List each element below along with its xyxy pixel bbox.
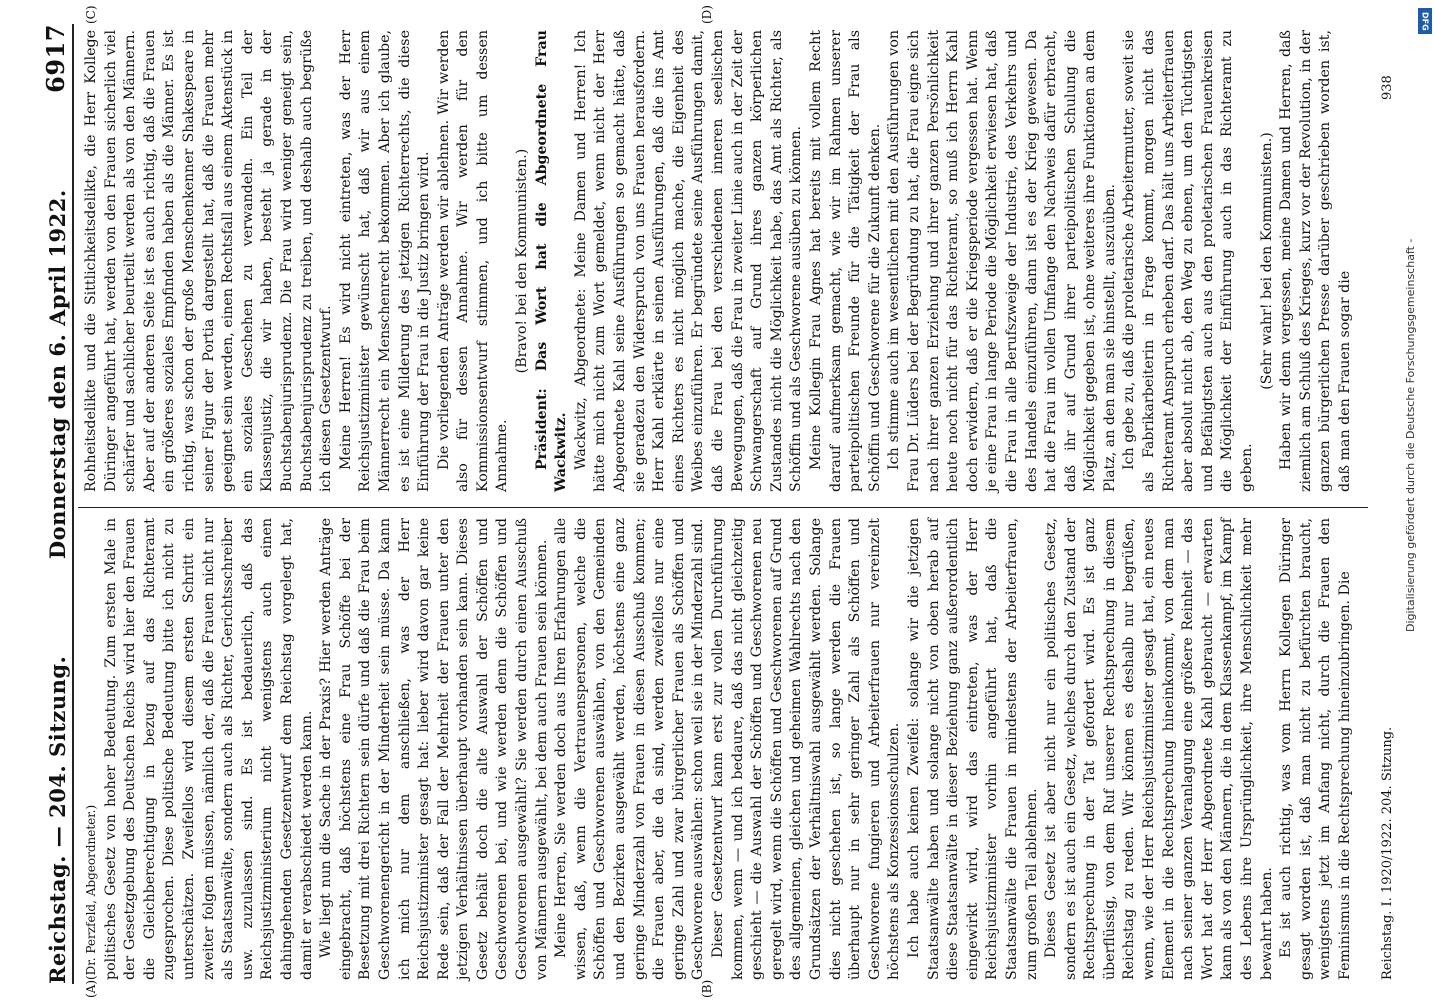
paragraph: Ich stimme auch im wesentlichen mit den Ausführungen von Frau Dr. Lüders bei der Begründung zu hat, die Frau eigne sich nach ihrer ganzen Erziehung und ihrer ganzen Persönlichkeit heute noch nicht für das Richteramt, so muß ich Herrn Kahl doch erwidern, daß er die Kriegsperiode vergessen hat. Wenn je eine Frau in lange Periode die Möglichkeit erwiesen hat, daß die Frau in alle Berufszweige der Industrie, des Verkehrs und des Handels einzuführen, dann ist es der Krieg gewesen. Da hat die Frau im vollen Umfange den Nachweis dafür erbracht, daß ihr auf Grund ihrer parteipolitischen Schulung die Möglichkeit gegeben ist, ohne weiteres ihre Funktionen an dem Platz, an den man sie hinstellt, auszuüben. — [886, 30, 1118, 492]
paragraph: Die vorliegenden Anträge werden wir ablehnen. Wir werden also für dessen Annahme. Wir werden für den Kommissionsentwurf stimmen, und ich bitte um dessen Annahme. — [435, 30, 511, 492]
president-statement: Präsident: Das Wort hat die Abgeordnete Frau Wackwitz. — [533, 30, 570, 492]
paragraph: Dieses Gesetz ist aber nicht nur ein politisches Gesetz, sondern es ist auch ein Gesetz, welches durch den Zustand der Rechtsprechung in der Tat gefordert wird. Es ist ganz überflüssig, von dem Ruf unserer Rechtsprechung in diesem Reichstag zu reden. Wir können es deshalb nur begrüßen, wenn, wie der Herr Reichsjustizminister gesagt hat, ein neues Element in die Rechtsprechung hineinkommt, von dem man nach seiner ganzen Veranlagung eine größere Reinheit — das Wort hat der Herr Abgeordnete Kahl gebraucht — erwarten kann als von den Männern, die in dem Klassenkampf, im Kampf des Lebens ihre Ursprünglichkeit, ihre Menschlichkeit mehr bewahrt haben. — [1043, 518, 1275, 980]
paragraph: Wie liegt nun die Sache in der Praxis? Hier werden Anträge eingebracht, daß höchstens eine Frau Schöffe bei der Besetzung mit drei Richtern sein dürfe und daß die Frau beim Geschworenengericht in der Minderheit sein müsse. Da kann ich mich nur dem anschließen, was der Herr Reichsjustizminister gesagt hat: lieber wird davon gar keine Rede sein, daß der Fall der Mehrheit der Frauen unter den jetzigen Verhältnissen überhaupt vorhanden sein kann. Dieses Gesetz behält doch die alte Auswahl der Schöffen und Geschworenen bei, und wie werden denn die Schöffen und Geschworenen ausgewählt? Sie werden durch einen Ausschuß von Männern ausgewählt, bei dem auch Frauen sein können. — [318, 518, 550, 980]
right-column — [82, 30, 1356, 492]
header-date: Donnerstag den 6. April 1922. — [45, 189, 70, 560]
digitization-credit-text: Digitalisierung gefördert durch die Deutsche Forschungsgemeinschaft - — [1404, 238, 1417, 632]
page-header — [14, 24, 70, 984]
interjection: (Sehr wahr! bei den Kommunisten.) — [1258, 132, 1275, 390]
paragraph: Meine Kollegin Frau Agnes hat bereits mit vollem Recht darauf aufmerksam gemacht, wie wir im Rahmen unserer parteipolitischen Freunde für die Tätigkeit der Frau als Schöffin und Geschworene für die Zukunft denken. — [807, 30, 883, 492]
paragraph: politisches Gesetz von hoher Bedeutung. Zum ersten Male in der Gesetzgebung des Deutschen Reichs wird hier den Frauen die Gleichberechtigung in bezug auf das Richteramt zugesprochen. Diese politische Bedeutung bitte ich nicht zu unterschätzen. Zweifellos wird diesem ersten Schritt ein zweiter folgen müssen, nämlich der, daß die Frauen nicht nur als Staatsanwälte, sondern auch als Richter, Gerichtsschreiber usw. zuzulassen sind. Es ist bedauerlich, daß das Reichsjustizministerium nicht wenigstens auch einen dahingehenden Gesetzentwurf dem Reichstag vorgelegt hat, damit er verabschiedet werden kann. — [102, 518, 315, 980]
margin-mark-d: (D) — [700, 5, 714, 24]
page-footer: Reichstag. I. 1920/1922. 204. Sitzung. — [1380, 726, 1395, 980]
header-rule — [72, 24, 74, 984]
margin-mark-c: (C) — [84, 5, 98, 24]
digitization-credit — [1398, 30, 1428, 850]
margin-mark-a: (A) — [84, 979, 98, 998]
paragraph: Ich habe auch keinen Zweifel: solange wir die jetzigen Staatsanwälte haben und solange nicht von oben herab auf diese Staatsanwälte in dieser Beziehung ganz außerordentlich eingewirkt wird, wird das eintreten, was der Herr Reichsjustizminister vorhin angeführt hat, daß die Staatsanwälte die Frauen in mindestens der Arbeiterfrauen, zum großen Teil ablehnen. — [905, 518, 1040, 980]
margin-mark-b: (B) — [700, 979, 714, 998]
paragraph: Rohheitsdelikte und die Sittlichkeitsdelikte, die Herr Kollege Düringer angeführt hat, werden von den Frauen sicherlich viel schärfer und sachlicher beurteilt werden als von den Männern. Aber auf der anderen Seite ist es auch richtig, daß die Frauen ein größeres soziales Empfinden haben als die Männer. Es ist richtig, was schon der große Menschenkenner Shakespeare in seiner Figur der Portia dargestellt hat, daß die Frauen mehr geeignet sein werden, einen Rechtsfall aus einem Aktenstück in ein soziales Geschehen zu verwandeln. Ein Teil der Klassenjustiz, die wir haben, besteht ja gerade in der Buchstabenjurisprudenz. Die Frau wird weniger geneigt sein, Buchstabenjurisprudenz zu treiben, und deshalb auch begrüße ich diesen Gesetzentwurf. — [83, 30, 335, 492]
paragraph: Meine Herren, Sie werden doch aus Ihren Erfahrungen alle wissen, daß, wenn die Vertrauenspersonen, welche die Schöffen und Geschworenen auswählen, von den Gemeinden und den Bezirken ausgewählt werden, höchstens eine ganz geringe Minderzahl von Frauen in diesen Ausschuß kommen; die Frauen aber, die da sind, werden zweifellos nur eine geringe Zahl und zwar bürgerlicher Frauen als Schöffen und Geschworene auswählen: schon weil sie in der Minderzahl sind. — [553, 518, 707, 980]
bottom-page-number: 938 — [1380, 75, 1395, 100]
left-column — [82, 518, 1356, 980]
dfg-logo-icon: DFG — [1418, 8, 1432, 34]
interjection: (Bravo! bei den Kommunisten.) — [514, 148, 531, 374]
paragraph: Ich gebe zu, daß die proletarische Arbeitermutter, soweit sie als Fabrikarbeiterin in Frage kommt, morgen nicht das Richteramt Anspruch erheben darf. Das hält uns Arbeiterfrauen aber absolut nicht ab, den Weg zu ebnen, um den Tüchtigsten und Befähigtsten auch aus den proletarischen Frauenkreisen die Möglichkeit der Einführung auch in das Richteramt zu geben. — [1121, 30, 1256, 492]
column-divider — [78, 507, 1368, 508]
speaker-attribution: (Dr. Perzfeld, Abgeordneter.) — [84, 804, 98, 980]
paragraph: Haben wir denn vergessen, meine Damen und Herren, daß ziemlich am Schluß des Krieges, kurz vor der Revolution, in der ganzen bürgerlichen Presse darüber geschrieben worden ist, daß man den Frauen sogar die — [1278, 30, 1353, 492]
paragraph: Es ist auch richtig, was vom Herrn Kollegen Düringer gesagt worden ist, daß man nicht zu befürchten braucht, wenigstens jetzt im Anfang nicht, durch die Frauen den Feminismus in die Rechtsprechung hineinzubringen. Die — [1278, 518, 1353, 980]
header-session: Reichstag. — 204. Sitzung. — [45, 655, 70, 984]
header-page-number: 6917 — [41, 24, 70, 93]
paragraph: Wackwitz, Abgeordnete: Meine Damen und Herren! Ich hätte mich nicht zum Wort gemeldet, wenn nicht der Herr Abgeordnete Kahl seine Ausführungen so gemacht hätte, daß sie geradezu den Widerspruch von uns Frauen herausfordern. Herr Kahl erklärte in seinen Ausführungen, daß die ins Amt eines Richters es nicht möglich mache, die Eigenheit des Weibes einzuführen. Er begründete seine Ausführungen damit, daß die Frau bei den verschiedenen inneren seelischen Bewegungen, daß die Frau in zweiter Linie auch in der Zeit der Schwangerschaft auf Grund ihres ganzen körperlichen Zustandes nicht die Möglichkeit habe, das Amt als Richter, als Schöffin und als Geschworene ausüben zu können. — [572, 30, 805, 492]
paragraph: Meine Herren! Es wird nicht eintreten, was der Herr Reichsjustizminister gewünscht hat, daß wir aus einem Männerrecht ein Menschenrecht bekommen. Aber ich glaube, es ist eine Milderung des jetzigen Richterrechts, die diese Einführung der Frau in die Justiz bringen wird. — [337, 30, 433, 492]
paragraph: Dieser Gesetzentwurf kann erst zur vollen Durchführung kommen, wenn — und ich bedaure, daß das nicht gleichzeitig geschieht — die Auswahl der Schöffen und Geschworenen neu geregelt wird, wenn die Schöffen und Geschworenen auf Grund des allgemeinen, gleichen und geheimen Wahlrechts nach den Grundsätzen der Verhältniswahl ausgewählt werden. Solange dies nicht geschehen ist, so lange werden die Frauen überhaupt nur in sehr geringer Zahl als Schöffen und Geschworene fungieren und Arbeiterfrauen nur vereinzelt höchstens als Konzessionsschulzen. — [710, 518, 903, 980]
